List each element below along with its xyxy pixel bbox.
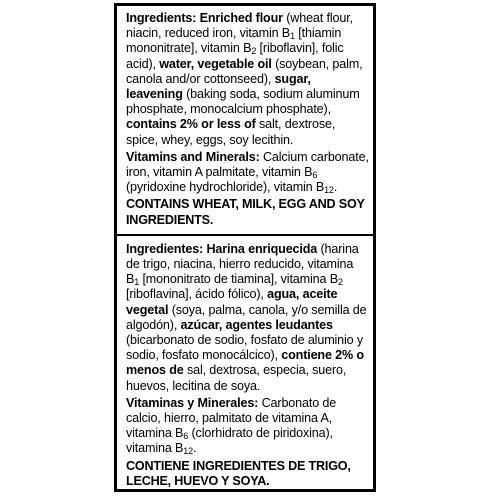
subscript-text: 2	[251, 46, 257, 57]
bold-text: Ingredients: Enriched flour	[126, 11, 283, 25]
body-text: Carbonato de calcio, hierro, palmitato de vitamina A, vitamina B	[126, 395, 337, 441]
subscript-text: 1	[134, 277, 140, 288]
spanish-vitamins-minerals	[126, 396, 369, 457]
body-text: (clorhidrato de piridoxina), vitamina B	[126, 426, 333, 456]
subscript-text: 1	[290, 31, 295, 42]
body-text: (soybean, palm, canola and/or cottonseed),	[126, 56, 363, 86]
bold-text: contains 2% or less of	[126, 117, 256, 132]
subscript-text: 12	[183, 446, 194, 457]
body-text: (pyridoxine hydrochloride), vitamin B	[126, 180, 325, 195]
bold-text: agua, aceite vegetal	[126, 287, 338, 317]
spanish-ingredients	[126, 242, 369, 394]
body-text: [riboflavina], ácido fólico),	[126, 287, 268, 302]
bold-text: water, vegetable oil	[159, 56, 272, 71]
spanish-allergen-statement: CONTIENE INGREDIENTES DE TRIGO, LECHE, HUEVO Y SOYA.	[126, 458, 351, 488]
body-text: (baking soda, sodium aluminum phosphate, monocalcium phosphate),	[126, 87, 360, 117]
body-text: salt, dextrose, spice, whey, eggs, soy lecithin.	[126, 117, 336, 147]
subscript-text: 6	[312, 170, 318, 181]
body-text: [thiamin mononitrate], vitamin B	[126, 26, 342, 56]
bold-text: sugar, leavening	[126, 71, 311, 102]
ingredients-label	[114, 3, 376, 492]
subscript-text: 2	[337, 277, 343, 288]
bold-text: contiene 2% o menos de	[126, 348, 364, 378]
english-allergen-statement: CONTAINS WHEAT, MILK, EGG AND SOY INGREDIENTS.	[126, 197, 365, 227]
subscript-text: 6	[183, 431, 189, 442]
body-text: Calcium carbonate, iron, vitamin A palmitate, vitamin B	[126, 149, 369, 180]
section-divider	[117, 234, 373, 236]
body-text: [riboflavin], folic acid),	[126, 41, 344, 71]
bold-text: Vitamins and Minerals:	[126, 149, 260, 164]
body-text: (soya, palma, canola, y/o semilla de algodón),	[126, 302, 367, 332]
english-ingredients	[126, 11, 369, 148]
subscript-text: 12	[324, 185, 334, 196]
english-vitamins-minerals	[126, 150, 369, 196]
body-text: (bicarbonato de sodio, fosfato de aluminio y sodio, fosfato monocálcico),	[126, 333, 364, 363]
body-text: .	[333, 180, 338, 195]
body-text: [mononitrato de tiamina], vitamina B	[139, 272, 338, 287]
body-text: (wheat flour, niacin, reduced iron, vitamin B	[126, 11, 353, 41]
body-text: (harina de trigo, niacina, hierro reducido, vitamina B	[126, 241, 359, 287]
bold-text: Ingredientes: Harina enriquecida	[126, 241, 318, 256]
body-text: sal, dextrosa, especia, suero, huevos, lecitina de soya.	[126, 363, 347, 393]
body-text: .	[193, 441, 197, 456]
bold-text: Vitaminas y Minerales:	[126, 395, 259, 410]
bold-text: azúcar, agentes leudantes	[180, 317, 333, 332]
